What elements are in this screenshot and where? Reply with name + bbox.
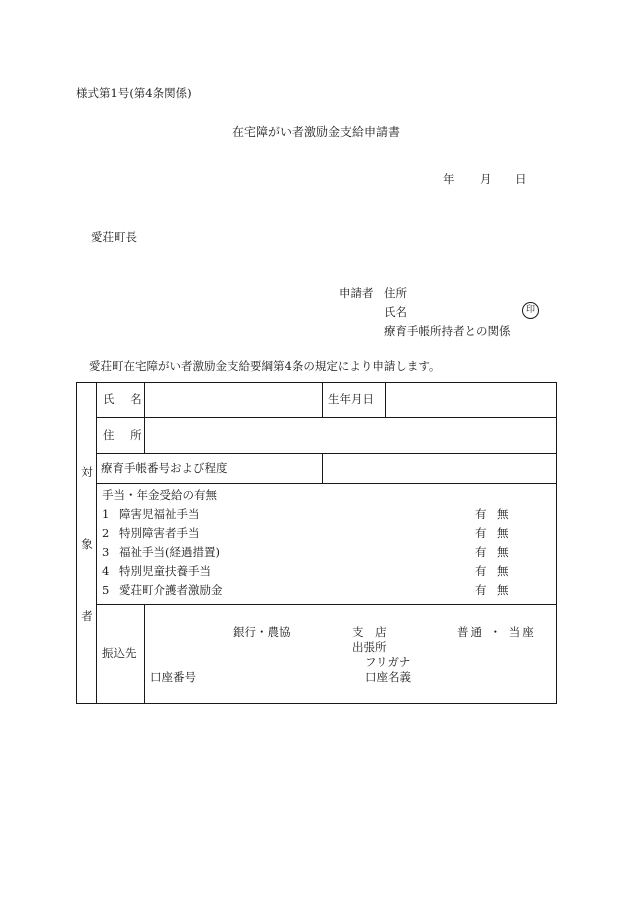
row-divider-1	[96, 417, 557, 418]
account-number-label: 口座番号	[150, 670, 196, 684]
allowance-no: 無	[497, 545, 509, 559]
birthdate-label-divider	[385, 382, 386, 417]
birthdate-label: 生年月日	[328, 392, 374, 406]
transfer-label-divider	[144, 604, 145, 704]
allowance-no: 無	[497, 526, 509, 540]
allowance-number: 2	[102, 526, 110, 540]
row-divider-2	[96, 453, 557, 454]
allowance-label: 特別障害者手当	[119, 526, 200, 540]
addressee: 愛荘町長	[91, 230, 137, 244]
seal-mark: 印	[522, 302, 539, 319]
account-holder-label: 口座名義	[365, 670, 411, 684]
branch-label: 支 店	[352, 625, 391, 639]
application-table	[76, 382, 557, 704]
allowance-yes: 有	[475, 526, 487, 540]
handbook-divider	[322, 453, 323, 483]
allowance-number: 5	[102, 583, 110, 597]
applicant-address-label: 住所	[384, 286, 407, 300]
allowance-yes: 有	[475, 583, 487, 597]
row-divider-3	[96, 483, 557, 484]
transfer-label: 振込先	[102, 646, 137, 660]
applicant-name-label: 氏名	[384, 305, 407, 319]
allowance-label: 福祉手当(経過措置)	[119, 545, 220, 559]
account-type-label: 普通 ・ 当座	[457, 625, 536, 639]
allowance-yes: 有	[475, 507, 487, 521]
allowance-number: 1	[102, 507, 110, 521]
allowance-label: 特別児童扶養手当	[119, 564, 211, 578]
application-statement: 愛荘町在宅障がい者激励金支給要綱第4条の規定により申請します。	[89, 359, 441, 373]
date-month-label: 月	[480, 172, 492, 186]
handbook-label: 療育手帳番号および程度	[101, 461, 228, 475]
allowance-label: 愛荘町介護者激励金	[119, 583, 223, 597]
applicant-relation-label: 療育手帳所持者との関係	[384, 324, 511, 338]
subject-column-divider	[96, 382, 97, 704]
furigana-label: フリガナ	[365, 655, 411, 669]
name-label: 氏 名	[103, 392, 148, 406]
document-title: 在宅障がい者激励金支給申請書	[232, 125, 401, 139]
date-year-label: 年	[443, 172, 455, 186]
allowance-yes: 有	[475, 564, 487, 578]
office-label: 出張所	[352, 640, 387, 654]
bank-label: 銀行・農協	[233, 625, 291, 639]
form-number-label: 様式第1号(第4条関係)	[76, 86, 192, 100]
allowance-number: 3	[102, 545, 110, 559]
allowance-yes: 有	[475, 545, 487, 559]
subject-label-char-2: 象	[81, 537, 93, 551]
address-label: 住 所	[103, 428, 148, 442]
allowance-no: 無	[497, 507, 509, 521]
allowance-number: 4	[102, 564, 110, 578]
applicant-label: 申請者	[339, 286, 374, 300]
allowance-label: 障害児福祉手当	[119, 507, 200, 521]
subject-label-char-1: 対	[81, 465, 93, 479]
row-divider-4	[96, 604, 557, 605]
allowance-no: 無	[497, 583, 509, 597]
name-value-divider	[322, 382, 323, 417]
subject-label-char-3: 者	[81, 609, 93, 623]
allowance-no: 無	[497, 564, 509, 578]
allowance-header: 手当・年金受給の有無	[102, 488, 217, 502]
date-day-label: 日	[515, 172, 527, 186]
